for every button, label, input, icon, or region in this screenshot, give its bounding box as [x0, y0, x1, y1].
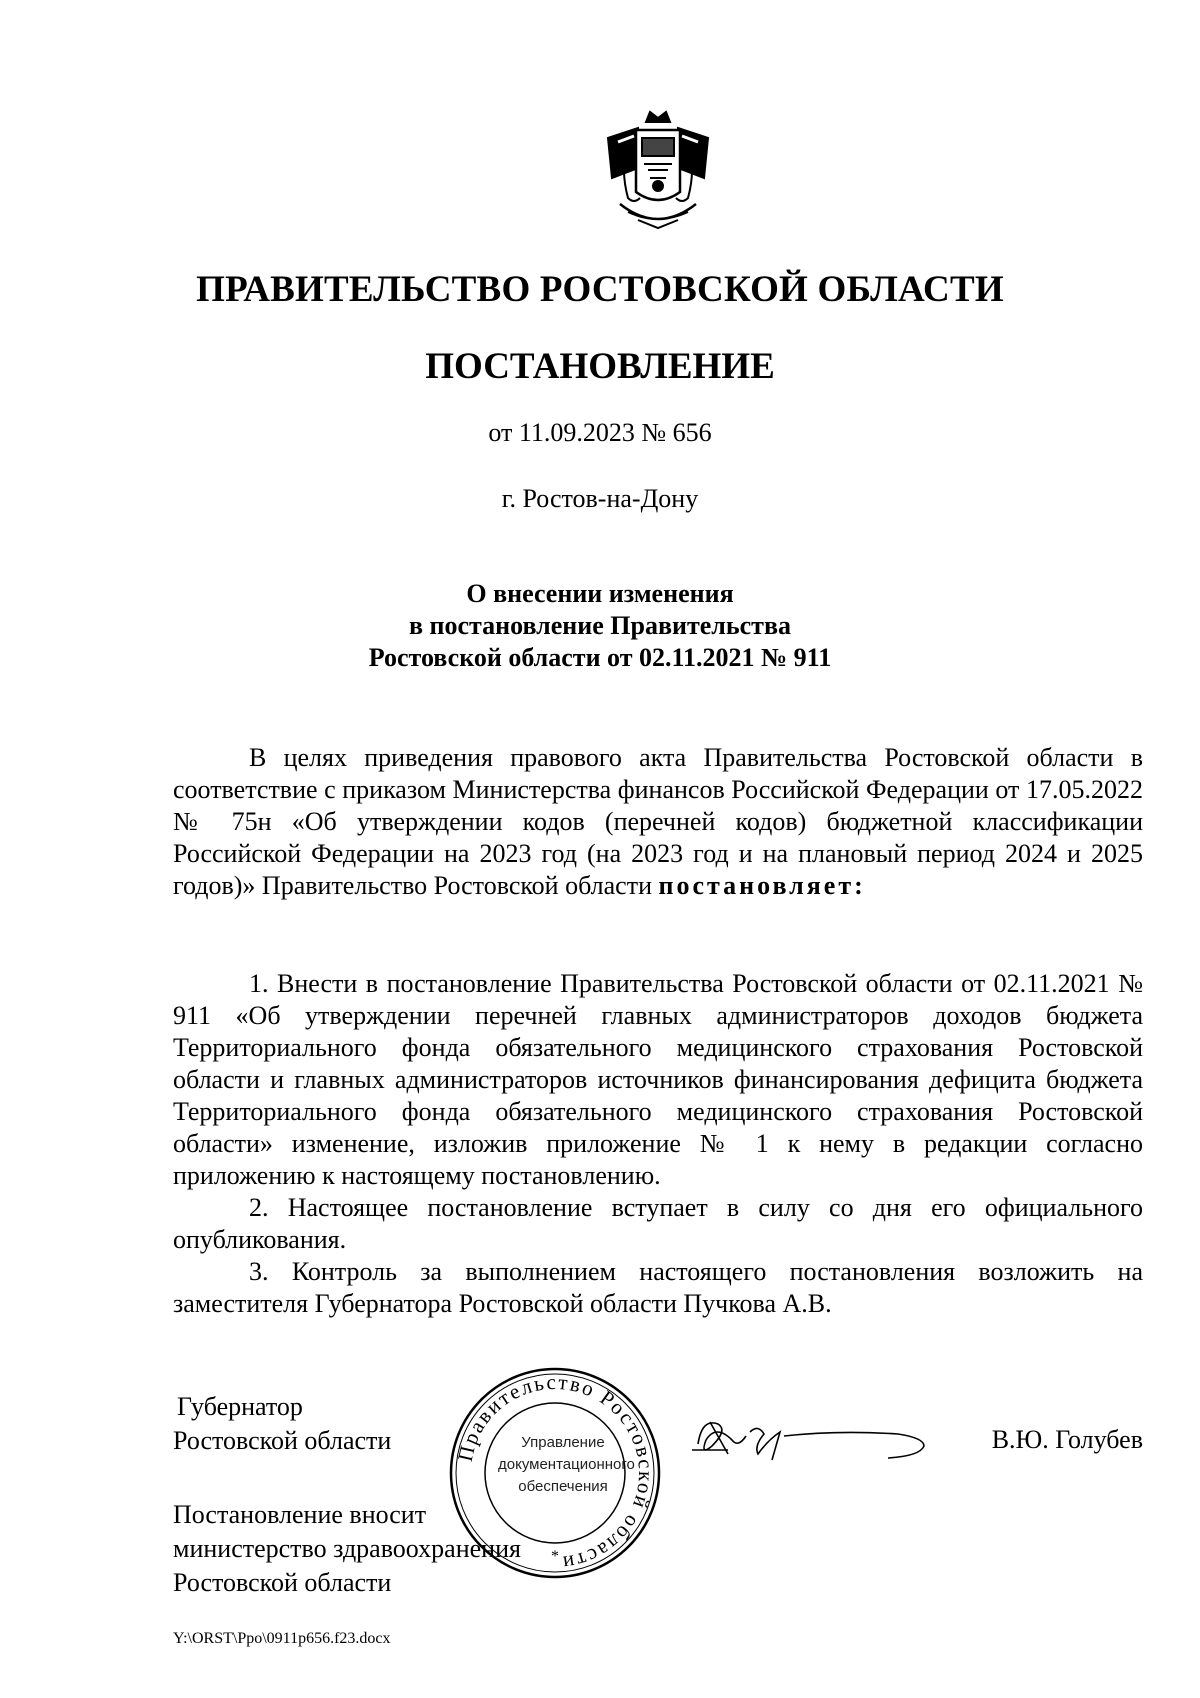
- document-date-number: от 11.09.2023 № 656: [488, 418, 712, 447]
- seal-center-text: [498, 1432, 635, 1498]
- rostov-oblast-coat-of-arms-icon: [598, 108, 718, 236]
- submitter-block: [173, 1498, 521, 1600]
- signatory-name: В.Ю. Голубев: [991, 1425, 1143, 1454]
- decision-word: постановляет:: [658, 871, 866, 900]
- organization-title: ПРАВИТЕЛЬСТВО РОСТОВСКОЙ ОБЛАСТИ: [196, 269, 1004, 310]
- submitter-line: министерство здравоохранения: [173, 1534, 521, 1563]
- subject-line: Ростовской области от 02.11.2021 № 911: [368, 643, 832, 672]
- seal-center-line: Управление: [521, 1434, 605, 1451]
- svg-text:*: *: [551, 1548, 559, 1565]
- submitter-line: Постановление вносит: [173, 1500, 427, 1529]
- signatory-position-line: Ростовской области: [173, 1426, 392, 1455]
- seal-center-line: обеспечения: [518, 1478, 608, 1495]
- seal-ring-text: Правительство Ростовской области: [452, 1369, 659, 1576]
- seal-center-line: документационного: [498, 1456, 635, 1473]
- resolution-item: 1. Внести в постановление Правительства Ростовской области от 02.11.2021 № 911 «Об утверждении перечней главных администраторов доходов бюджета Территориального фонда обязательного медицинского страхования Ростовской области и главных администраторов источников финансирования дефицита бюджета Территориального фонда обязательного медицинского страхования Ростовской области» изменение, изложив приложение № 1 к нему в редакции согласно приложению к настоящему постановлению.: [173, 969, 1143, 1190]
- file-path-footer: Y:\ORST\Ppo\0911p656.f23.docx: [173, 1630, 391, 1647]
- resolution-item: 3. Контроль за выполнением настоящего постановления возложить на заместителя Губернатора Ростовской области Пучкова А.В.: [173, 1257, 1143, 1318]
- submitter-line: Ростовской области: [173, 1568, 392, 1597]
- document-city: г. Ростов-на-Дону: [501, 484, 699, 513]
- document-subject: [0, 578, 1200, 674]
- resolution-items: [173, 968, 1143, 1320]
- subject-line: в постановление Правительства: [408, 611, 791, 640]
- signatory-position: [173, 1390, 391, 1458]
- preamble-paragraph: [173, 742, 1143, 902]
- subject-line: О внесении изменения: [466, 579, 734, 608]
- handwritten-signature-icon: [688, 1410, 938, 1470]
- preamble-text: В целях приведения правового акта Правительства Ростовской области в соответствие с приказом Министерства финансов Российской Федерации от 17.05.2022 № 75н «Об утверждении кодов (перечней кодов) бюджетной классификации Российской Федерации на 2023 год (на 2023 год и на плановый период 2024 и 2025 годов)» Правительство Ростовской области: [173, 743, 1143, 900]
- resolution-item: 2. Настоящее постановление вступает в силу со дня его официального опубликования.: [173, 1193, 1143, 1254]
- document-type: ПОСТАНОВЛЕНИЕ: [425, 346, 775, 387]
- signatory-position-line: Губернатор: [177, 1392, 303, 1421]
